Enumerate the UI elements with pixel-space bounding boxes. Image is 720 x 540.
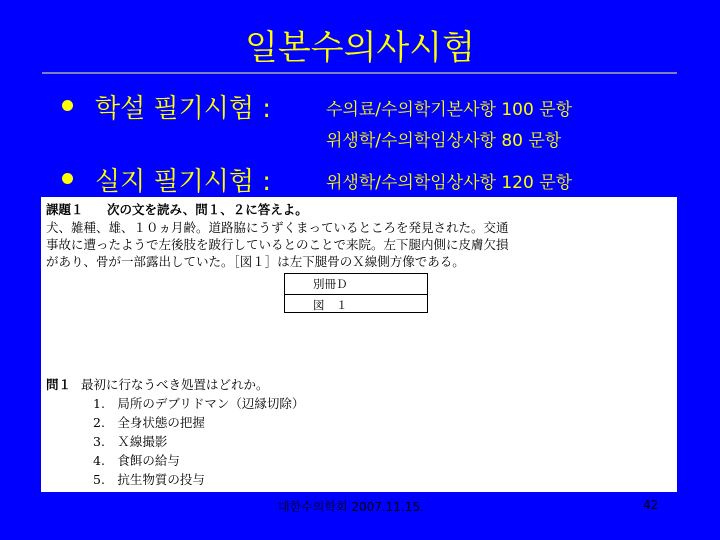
option-3: 3. Ｘ線撮影 bbox=[93, 434, 168, 449]
footer-source: 대한수의학회 2007.11.15. bbox=[278, 500, 424, 514]
figure-reference-box bbox=[284, 273, 428, 313]
case-line-2: 事故に遭ったようで左後肢を跛行しているとのことで来院。左下腿内側に皮膚欠損 bbox=[46, 237, 509, 252]
bullet-1-line-2: 위생학/수의학임상사항 80 문항 bbox=[326, 131, 562, 151]
title-divider bbox=[42, 72, 677, 74]
exam-question-image bbox=[41, 197, 677, 492]
slide-title: 일본수의사시험 bbox=[245, 28, 475, 68]
page-number: 42 bbox=[643, 498, 659, 512]
bullet-dot-2 bbox=[62, 173, 73, 184]
question-text: 最初に行なうべき処置はどれか。 bbox=[81, 377, 269, 392]
bullet-1-heading: 학설 필기시험 : bbox=[95, 94, 271, 124]
option-4: 4. 食餌の給与 bbox=[93, 453, 180, 468]
bullet-2-heading: 실지 필기시험 : bbox=[95, 167, 271, 197]
option-2: 2. 全身状態の把握 bbox=[93, 415, 205, 430]
question-label: 問１ bbox=[46, 377, 72, 392]
figure-volume: 別冊Ｄ bbox=[313, 277, 348, 291]
option-5: 5. 抗生物質の投与 bbox=[93, 472, 205, 487]
case-line-1: 犬、雑種、雄、１０ヵ月齢。道路脇にうずくまっているところを発見された。交通 bbox=[46, 220, 509, 235]
exam-header-label: 課題１ bbox=[46, 202, 84, 217]
figure-number: 図 １ bbox=[285, 294, 427, 314]
bullet-dot-1 bbox=[62, 100, 73, 111]
exam-header-text: 次の文を読み、問１、２に答えよ。 bbox=[107, 202, 308, 217]
bullet-1-line-1: 수의료/수의학기본사항 100 문항 bbox=[326, 100, 573, 120]
case-line-3: があり、骨が一部露出していた。［図１］は左下腿骨のＸ線側方像である。 bbox=[46, 254, 465, 269]
bullet-2-line-1: 위생학/수의학임상사항 120 문항 bbox=[326, 173, 573, 193]
option-1: 1. 局所のデブリドマン（辺縁切除） bbox=[93, 396, 305, 411]
